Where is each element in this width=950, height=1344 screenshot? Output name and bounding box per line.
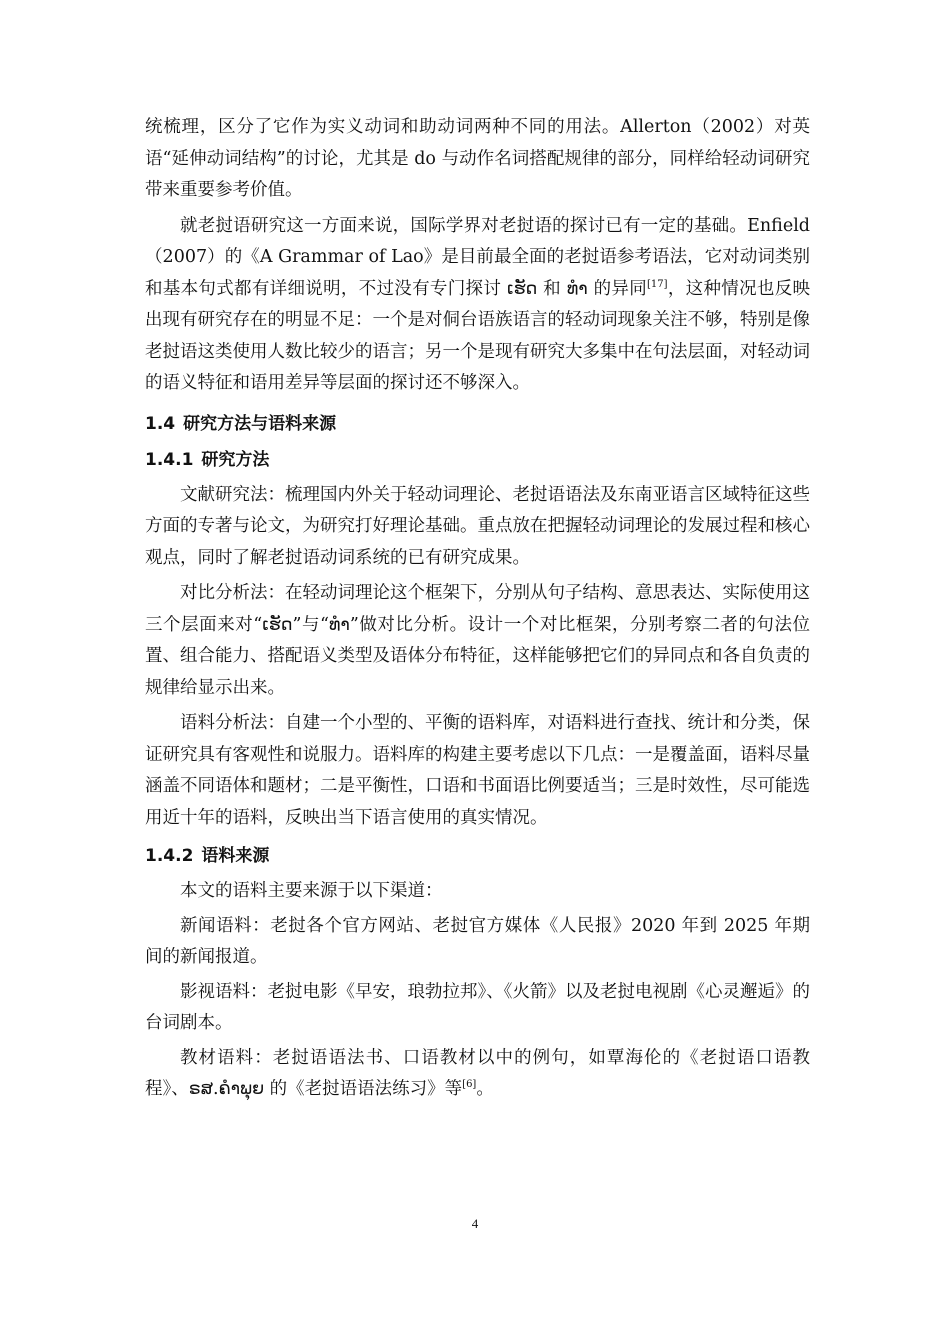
paragraph-textbook-source (145, 1043, 810, 1106)
paragraph-news-source: 新闻语料：老挝各个官方网站、老挝官方媒体《人民报》2020 年到 2025 年期间的新闻报道。 (145, 915, 810, 967)
section-number: 1.4.1 (145, 449, 194, 470)
section-number: 1.4 (145, 413, 176, 434)
section-title: 研究方法 (201, 449, 270, 470)
page-number: 4 (471, 1216, 479, 1231)
section-heading-1-4-1 (145, 446, 810, 474)
section-number: 1.4.2 (145, 846, 194, 866)
paragraph-text-part: 就老挝语研究这一方面来说，国际学界对老挝语的探讨已有一定的基础。Enfield（2007）的《A Grammar of Lao》是目前最全面的老挝语参考语法，它对动词类别和基本句式都有详细说明，不过没有专门探讨 ເຮັດ 和 ທຳ 的异同 (145, 215, 810, 299)
paragraph-text-part: 教材语料：老挝语语法书、口语教材以中的例句，如覃海伦的《老挝语口语教程》、ຣສ.ຄຳພຸຍ 的《老挝语语法练习》等 (145, 1047, 810, 1099)
paragraph-literature-method: 文献研究法：梳理国内外关于轻动词理论、老挝语语法及东南亚语言区域特征这些方面的专著与论文，为研究打好理论基础。重点放在把握轻动词理论的发展过程和核心观点，同时了解老挝语动词系统的已有研究成果。 (145, 484, 810, 568)
paragraph-lao-research (145, 211, 810, 400)
citation-ref: [6] (462, 1079, 477, 1091)
paragraph-continued: 统梳理，区分了它作为实义动词和助动词两种不同的用法。Allerton（2002）对英语“延伸动词结构”的讨论，尤其是 do 与动作名词搭配规律的部分，同样给轻动词研究带来重要参考价值。 (145, 117, 810, 200)
section-title: 语料来源 (201, 846, 270, 866)
paragraph-text-part: ，这种情况也反映出现有研究存在的明显不足：一个是对侗台语族语言的轻动词现象关注不够，特别是像老挝语这类使用人数比较少的语言；另一个是现有研究大多集中在句法层面，对轻动词的语义特征和语用差异等层面的探讨还不够深入。 (145, 278, 811, 393)
section-heading-1-4 (145, 410, 810, 438)
paragraph-contrastive-method: 对比分析法：在轻动词理论这个框架下，分别从句子结构、意思表达、实际使用这三个层面来对“ເຮັດ”与“ທຳ”做对比分析。设计一个对比框架，分别考察二者的句法位置、组合能力、搭配语义类型及语体分布特征，这样能够把它们的异同点和各自负责的规律给显示出来。 (145, 583, 810, 698)
document-page (145, 112, 810, 1109)
paragraph-text-part: 。 (476, 1079, 494, 1099)
section-heading-1-4-2 (145, 842, 810, 870)
paragraph-source-intro: 本文的语料主要来源于以下渠道： (180, 881, 443, 901)
section-title: 研究方法与语料来源 (183, 413, 337, 434)
citation-ref: [17] (647, 278, 668, 290)
paragraph-film-source: 影视语料：老挝电影《早安，琅勃拉邦》、《火箭》以及老挝电视剧《心灵邂逅》的台词剧本。 (145, 981, 810, 1033)
paragraph-corpus-method: 语料分析法：自建一个小型的、平衡的语料库，对语料进行查找、统计和分类，保证研究具有客观性和说服力。语料库的构建主要考虑以下几点：一是覆盖面，语料尽量涵盖不同语体和题材；二是平衡性，口语和书面语比例要适当；三是时效性，尽可能选用近十年的语料，反映出当下语言使用的真实情况。 (145, 713, 810, 828)
